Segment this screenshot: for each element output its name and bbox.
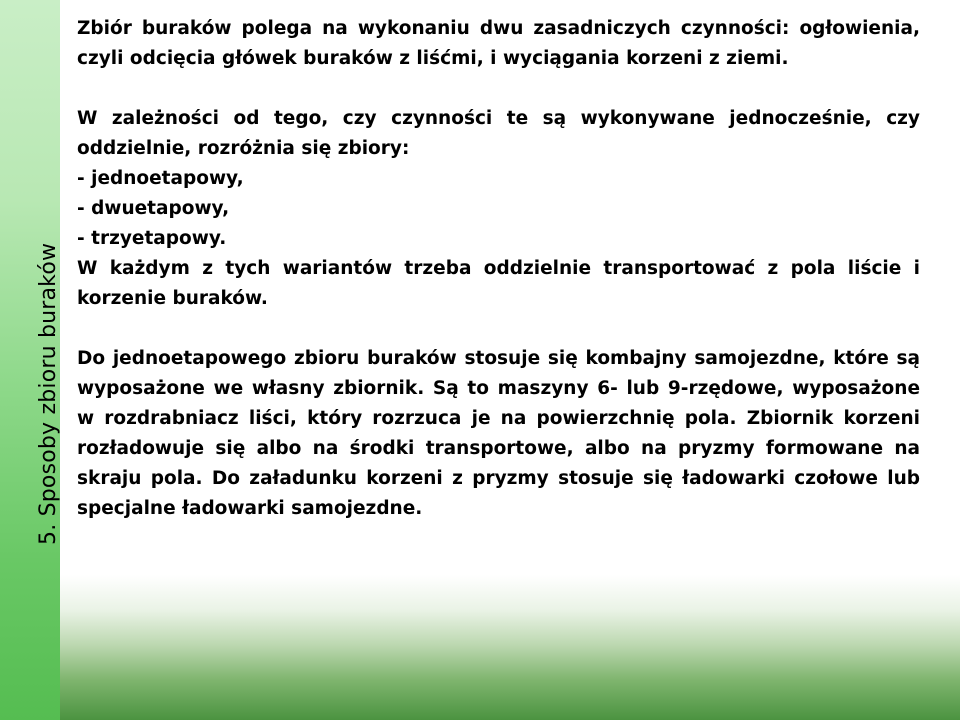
list-item-single-stage: - jednoetapowy, bbox=[77, 168, 244, 189]
paragraph-single-stage-harvesters: Do jednoetapowego zbioru buraków stosuje się kombajny samojezdne, które są wyposażone we własny zbiornik. Są to maszyny 6- lub 9-rzędowe, wyposażone w rozdrabniacz liści, który rozrzuca je na powierzchnię pola. Zbiornik korzeni rozładowuje się albo na środki transportowe, albo na pryzmy formowane na skraju pola. Do załadunku korzeni z pryzmy stosuje się ładowarki czołowe lub specjalne ładowarki samojezdne. bbox=[77, 348, 920, 519]
list-item-three-stage: - trzyetapowy. bbox=[77, 228, 227, 249]
paragraph-harvest-definition: Zbiór buraków polega na wykonaniu dwu zasadniczych czynności: ogłowienia, czyli odcięcia główek buraków z liśćmi, i wyciągania korzeni z ziemi. bbox=[77, 18, 920, 69]
paragraph-transport-note: W każdym z tych wariantów trzeba oddzielnie transportować z pola liście i korzenie buraków. bbox=[77, 258, 920, 309]
paragraph-spacer bbox=[77, 314, 920, 344]
slide-body bbox=[77, 14, 920, 524]
list-item-two-stage: - dwuetapowy, bbox=[77, 198, 230, 219]
paragraph-spacer bbox=[77, 74, 920, 104]
slide-title: 5. Sposoby zbioru buraków bbox=[36, 242, 61, 545]
sidebar bbox=[0, 0, 60, 720]
paragraph-harvest-types-intro: W zależności od tego, czy czynności te są wykonywane jednocześnie, czy oddzielnie, rozróżnia się zbiory: bbox=[77, 108, 920, 159]
